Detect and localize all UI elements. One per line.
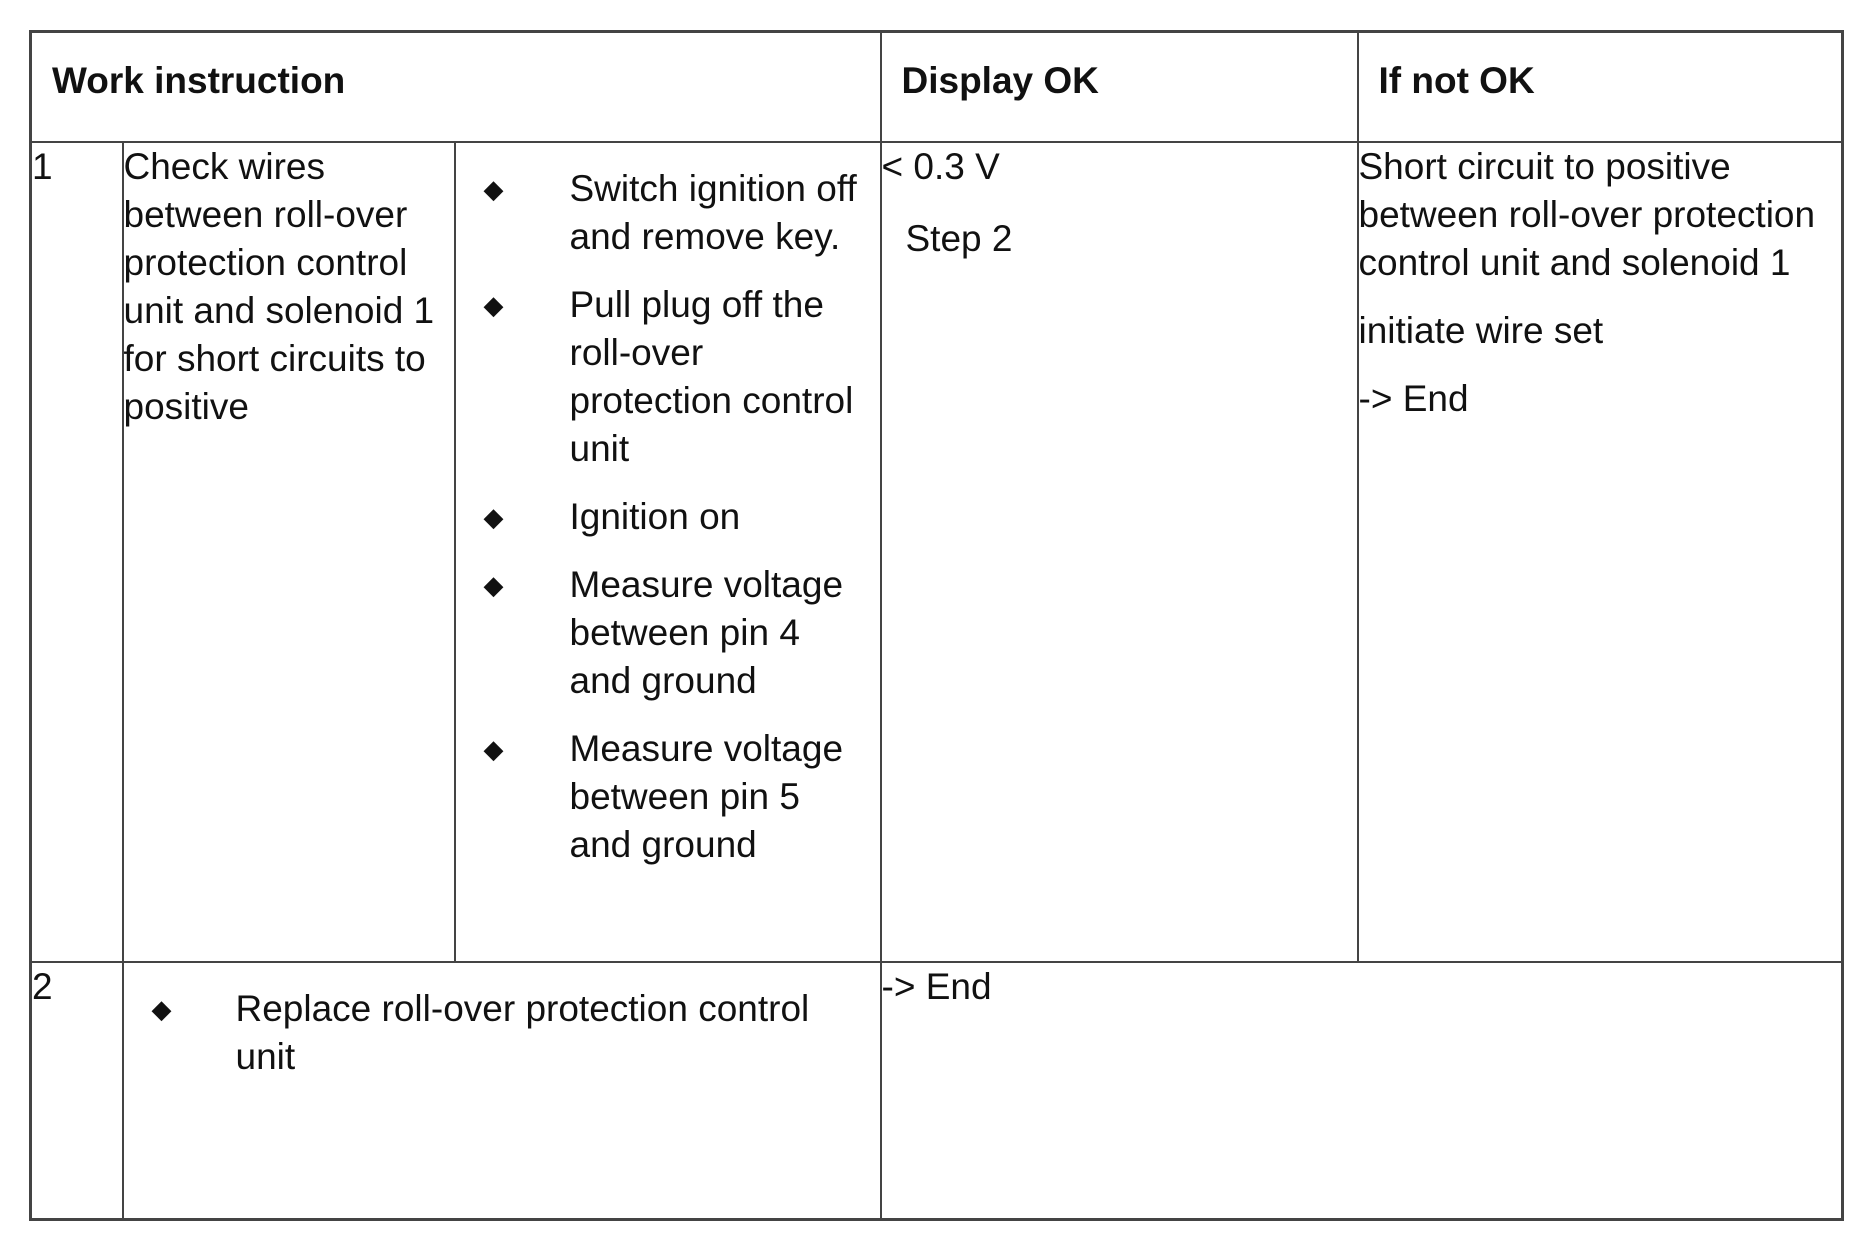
instruction-list [124, 963, 880, 1101]
display-ok-next-step: -> End [881, 965, 992, 1007]
table-row [31, 142, 1843, 962]
list-item [456, 281, 866, 473]
diamond-bullet-icon: ◆ [483, 733, 504, 764]
display-ok-cell [881, 142, 1358, 962]
instruction-text: Replace roll-over protection control unit [235, 987, 810, 1077]
instruction-text: Switch ignition off and remove key. [569, 167, 857, 257]
instruction-text: Measure voltage between pin 4 and ground [569, 563, 844, 701]
fault-action: initiate wire set [1358, 309, 1604, 351]
table-row [31, 962, 1843, 1220]
header-work-instruction: Work instruction [31, 32, 881, 142]
header-display-ok: Display OK [881, 32, 1358, 142]
instruction-list [456, 143, 880, 889]
list-item [456, 725, 866, 869]
list-item [456, 493, 866, 541]
diamond-bullet-icon: ◆ [483, 569, 504, 600]
step-number: 2 [31, 962, 123, 1220]
list-item [456, 561, 866, 705]
instruction-text: Pull plug off the roll-over protection control unit [569, 283, 854, 469]
list-item [124, 985, 866, 1081]
header-row [31, 32, 1843, 142]
diamond-bullet-icon: ◆ [483, 289, 504, 320]
diamond-bullet-icon: ◆ [151, 993, 172, 1024]
fault-next-step: -> End [1358, 377, 1469, 419]
fault-description: Short circuit to positive between roll-over protection control unit and solenoid 1 [1358, 145, 1816, 283]
display-ok-cell [881, 962, 1843, 1220]
diamond-bullet-icon: ◆ [483, 501, 504, 532]
list-item [456, 165, 866, 261]
work-instruction-table [29, 30, 1844, 1221]
instruction-text: Ignition on [569, 495, 741, 537]
step-instructions [123, 962, 881, 1220]
step-number: 1 [31, 142, 123, 962]
step-instructions [455, 142, 881, 962]
display-ok-value: < 0.3 V [881, 145, 1000, 187]
diamond-bullet-icon: ◆ [483, 173, 504, 204]
header-if-not-ok: If not OK [1358, 32, 1843, 142]
instruction-text: Measure voltage between pin 5 and ground [569, 727, 844, 865]
if-not-ok-cell [1358, 142, 1843, 962]
display-ok-next-step: Step 2 [905, 217, 1013, 259]
task-description: Check wires between roll-over protection control unit and solenoid 1 for short circuits to positive [123, 142, 455, 962]
